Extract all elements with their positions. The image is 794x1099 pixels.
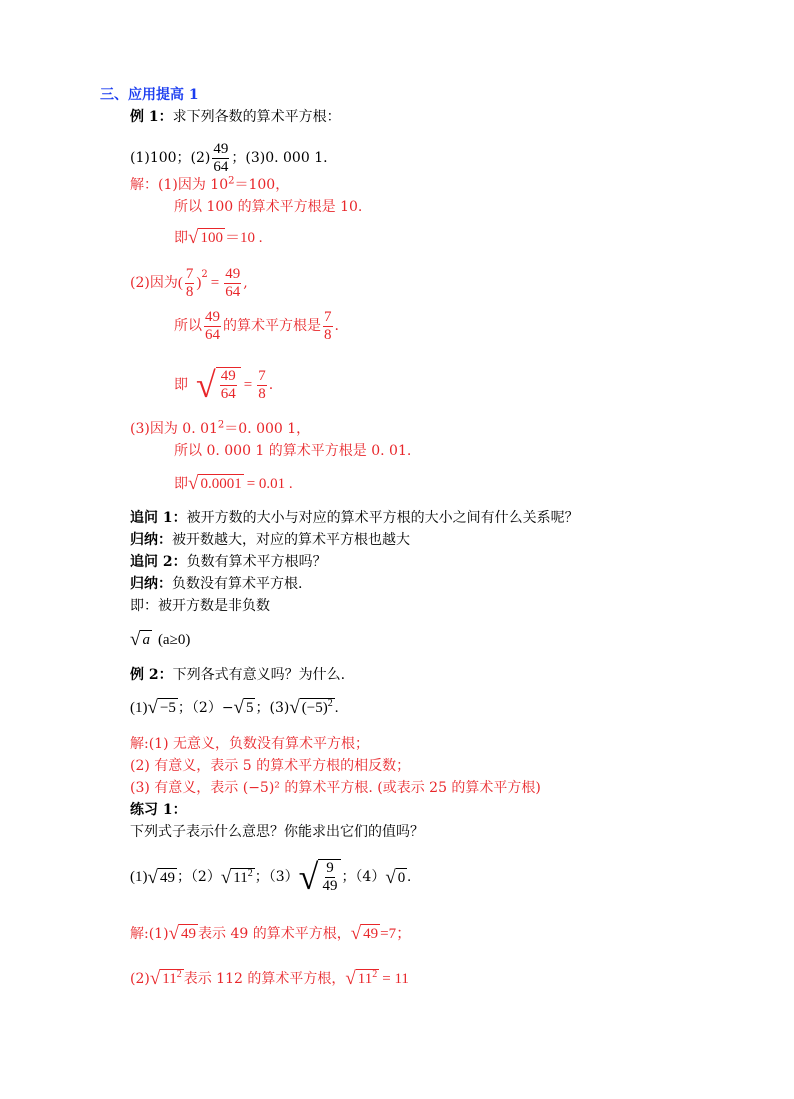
radical-100: √ 100	[188, 227, 223, 248]
summary-3: 即：被开方数是非负数	[130, 598, 270, 614]
summary-1: 归纳：被开数越大，对应的算术平方根也越大	[130, 532, 410, 548]
q-part-1: (1)100；(2)	[130, 150, 211, 166]
section-title: 三、应用提高 1	[100, 87, 199, 103]
example-2-expressions: (1) √ −5 ；（2）− √ 5 ；(3) √ $(-5)^2$ .	[130, 697, 339, 718]
radical-00001: √ 0.0001	[188, 473, 242, 494]
q-part-3: ；(3)0. 000 1.	[231, 150, 328, 166]
sol-line-4: (2)因为 ( $\frac{7}{8}$ ) $^2$ = $\frac{49}{64}$ ,	[130, 265, 248, 300]
sol-line-5: 所以 $\frac{49}{64}$ 的算术平方根是 $\frac{7}{8}$ .	[174, 308, 339, 343]
example-2-sol-1: 解:(1) 无意义，负数没有算术平方根；	[130, 736, 369, 752]
example-1-label: 例 1：	[130, 109, 173, 125]
example-2-prompt: 例 2：下列各式有意义吗？为什么.	[130, 667, 346, 683]
example-2-sol-2: (2) 有意义，表示 5 的算术平方根的相反数；	[130, 758, 411, 774]
practice-1-sol-2: (2) √ $11^2$ 表示 112 的算术平方根， √ $11^2$ = 11	[130, 968, 409, 989]
radical-frac-49-64: √ $\frac{49}{64}$	[196, 367, 241, 403]
condition-formula: √ a (a≥0)	[130, 629, 191, 650]
practice-1-sol-1: 解:(1) √ 49 表示 49 的算术平方根， √ 49 =7；	[130, 923, 412, 944]
sol-line-9: 即 √ 0.0001 = 0.01 .	[174, 473, 293, 494]
sol-line-3: 即 √ 100 ＝10 .	[174, 227, 263, 248]
practice-1-expressions: (1) √ 49 ；（2） √ $11^2$ ；（3） √ $\frac{9}{49}$ ；（4） √ 0 .	[130, 857, 412, 897]
example-1-questions	[130, 138, 328, 178]
example-1-prompt	[130, 108, 341, 126]
sol-line-7: (3)因为 0. $01^2=0$. 000 1，	[130, 419, 311, 437]
practice-1-label: 练习 1：	[130, 802, 187, 818]
sol-line-1: 解：(1)因为 $10^2=100$，	[130, 175, 290, 193]
sol-line-8: 所以 0. 000 1 的算术平方根是 0. 01.	[174, 443, 412, 459]
follow-up-1: 追问 1：被开方数的大小与对应的算术平方根的大小之间有什么关系呢？	[130, 510, 579, 526]
fraction-49-64: $\frac{49}{64}$	[213, 140, 229, 175]
sol-line-6: 即 √ $\frac{49}{64}$ = $\frac{7}{8}$ .	[174, 365, 274, 405]
example-1-text: 求下列各数的算术平方根：	[172, 109, 341, 125]
summary-2: 归纳：负数没有算术平方根.	[130, 576, 303, 592]
example-2-sol-3: (3) 有意义，表示 (−5)² 的算术平方根. (或表示 25 的算术平方根)	[130, 780, 541, 796]
practice-1-text: 下列式子表示什么意思？你能求出它们的值吗？	[130, 824, 424, 840]
sol-line-2: 所以 100 的算术平方根是 10.	[174, 199, 363, 215]
follow-up-2: 追问 2：负数有算术平方根吗？	[130, 554, 327, 570]
